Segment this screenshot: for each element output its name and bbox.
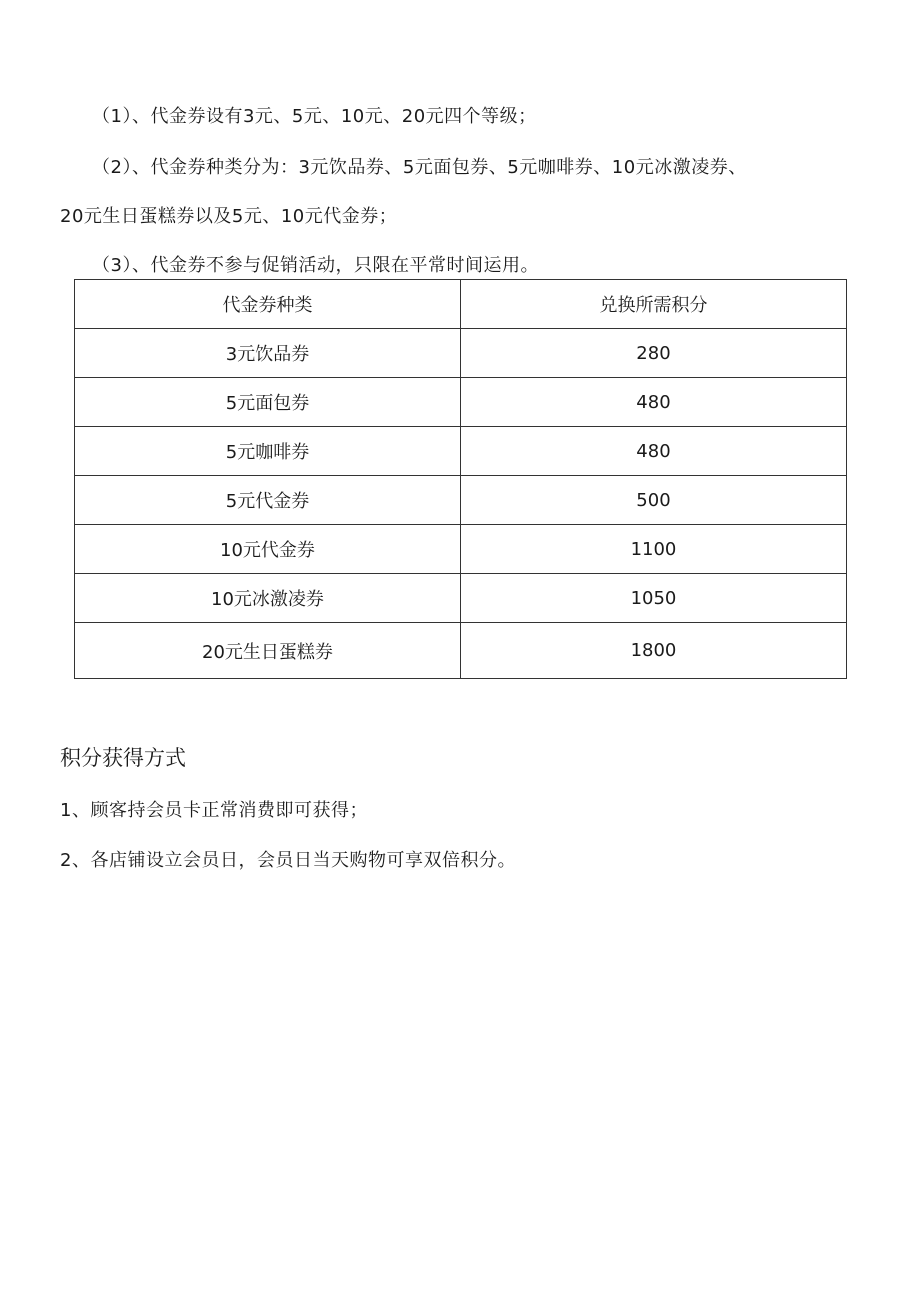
rule-2-line-2: 20元生日蛋糕券以及5元、10元代金券； [60,206,398,227]
voucher-type-cell: 20元生日蛋糕券 [75,623,461,679]
voucher-type-cell: 5元代金券 [75,476,461,525]
voucher-type-cell: 10元冰激凌券 [75,574,461,623]
points-cell: 1100 [460,525,846,574]
points-cell: 1050 [460,574,846,623]
voucher-type-cell: 3元饮品券 [75,329,461,378]
column-header-voucher-type: 代金券种类 [75,280,461,329]
table-row [75,574,847,623]
points-cell: 500 [460,476,846,525]
rule-2-line-1: （2）、代金券种类分为：3元饮品券、5元面包券、5元咖啡券、10元冰激凌券、 [92,157,747,178]
table-header-row [75,280,847,329]
table-row [75,476,847,525]
table-row [75,329,847,378]
rule-1: （1）、代金券设有3元、5元、10元、20元四个等级； [92,106,537,127]
points-section-title: 积分获得方式 [60,746,186,770]
points-method-item: 1、顾客持会员卡正常消费即可获得； [60,800,368,821]
table-row [75,623,847,679]
points-cell: 480 [460,427,846,476]
points-method-item: 2、各店铺设立会员日，会员日当天购物可享双倍积分。 [60,850,516,871]
points-cell: 480 [460,378,846,427]
table-row [75,378,847,427]
voucher-type-cell: 10元代金券 [75,525,461,574]
table-row [75,525,847,574]
points-cell: 280 [460,329,846,378]
rule-3: （3）、代金券不参与促销活动，只限在平常时间运用。 [92,255,539,276]
voucher-type-cell: 5元面包券 [75,378,461,427]
voucher-type-cell: 5元咖啡券 [75,427,461,476]
table-row [75,427,847,476]
column-header-points-required: 兑换所需积分 [460,280,846,329]
voucher-table [74,279,847,679]
points-cell: 1800 [460,623,846,679]
